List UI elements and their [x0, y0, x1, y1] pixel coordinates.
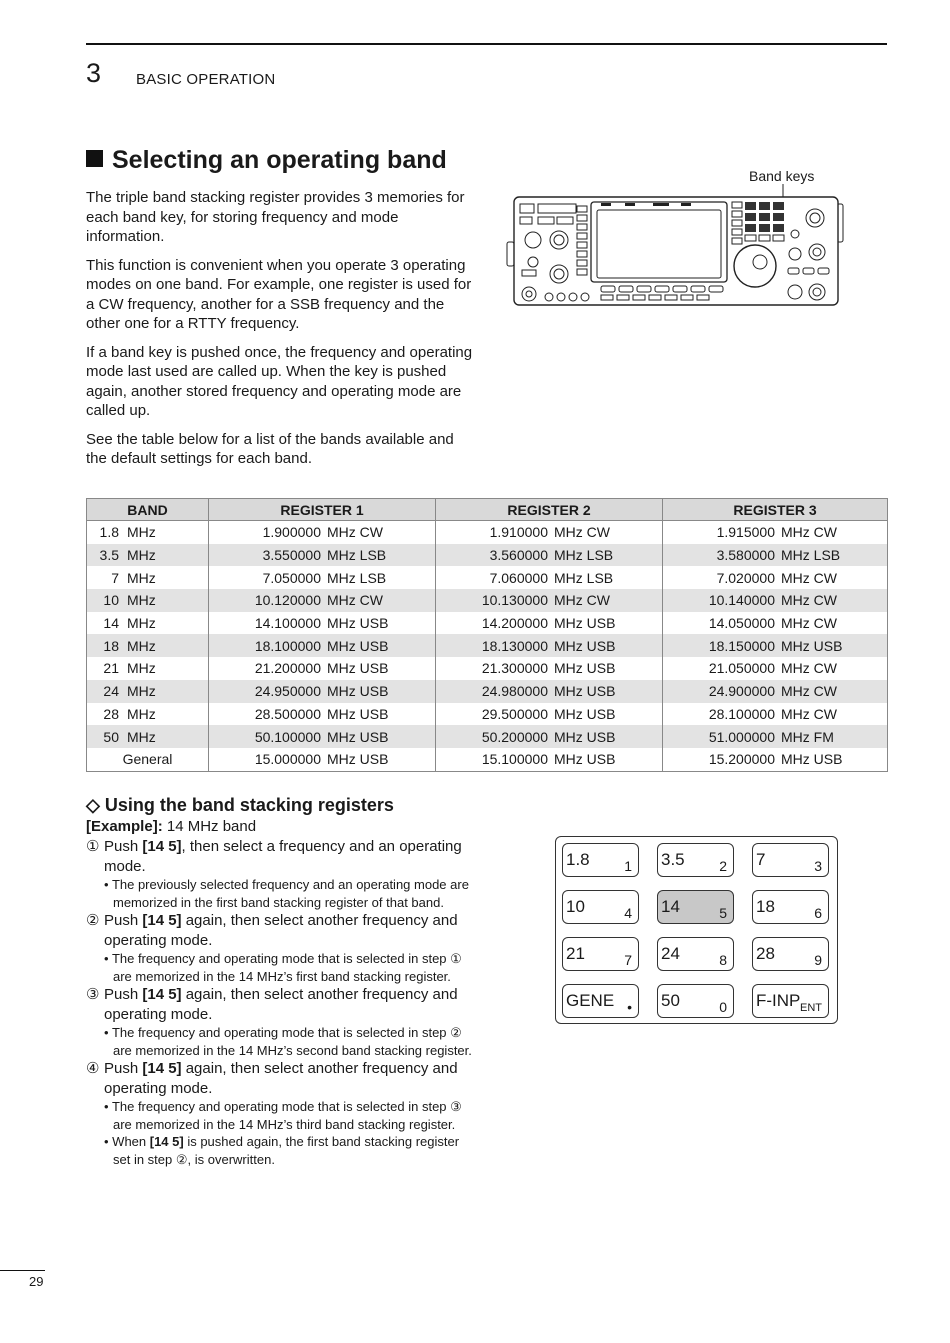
- register-mode: MHz LSB: [327, 547, 387, 564]
- band-key: [562, 984, 639, 1018]
- register-cell: [209, 657, 436, 680]
- band-value: 1.8: [99, 524, 119, 541]
- register-cell: [436, 748, 663, 771]
- register-frequency: 10.130000: [481, 592, 548, 609]
- register-mode: MHz CW: [781, 592, 837, 609]
- square-bullet-icon: [86, 150, 103, 167]
- register-cell: [663, 725, 888, 748]
- band-cell: [87, 703, 209, 726]
- example-text: 14 MHz band: [166, 818, 257, 835]
- band-key-sublabel: 9: [814, 952, 822, 968]
- table-row: [87, 657, 888, 680]
- register-cell: [209, 521, 436, 544]
- band-key-label: 21: [566, 944, 585, 963]
- register-mode: MHz CW: [781, 615, 837, 632]
- band-cell: [87, 725, 209, 748]
- register-mode: MHz USB: [554, 637, 616, 654]
- register-cell: [209, 612, 436, 635]
- band-value: 10: [103, 592, 119, 609]
- register-frequency: 18.100000: [254, 637, 321, 654]
- step-number: ④: [86, 1060, 100, 1077]
- band-keys-label: Band keys: [749, 168, 815, 184]
- register-frequency: 1.910000: [489, 524, 548, 541]
- band-cell: [87, 634, 209, 657]
- note-text: The frequency and operating mode that is selected in step ③ are memorized in the 14 MHz’s third band stacking register.: [111, 1099, 462, 1132]
- header-rule: [86, 43, 887, 45]
- register-cell: [663, 544, 888, 567]
- table-header-row: [87, 499, 888, 521]
- register-mode: MHz USB: [327, 615, 389, 632]
- band-value: 18: [103, 637, 119, 654]
- register-cell: [663, 748, 888, 771]
- band-key-label: 18: [756, 897, 775, 916]
- band-key-sublabel: 5: [719, 905, 727, 921]
- table-row: [87, 725, 888, 748]
- column-header: REGISTER 2: [436, 499, 663, 521]
- register-cell: [436, 521, 663, 544]
- band-value: 50: [103, 728, 119, 745]
- subsection-title: [86, 795, 394, 816]
- intro-text: [86, 188, 476, 478]
- register-cell: [436, 634, 663, 657]
- band-unit: MHz: [127, 660, 156, 677]
- table-row: [87, 521, 888, 544]
- band-key-label: 10: [566, 897, 585, 916]
- register-frequency: 14.100000: [254, 615, 321, 632]
- band-key: [657, 843, 734, 877]
- step-text-post: again, then select another frequency and operating mode.: [104, 986, 458, 1023]
- step-text-post: , then select a frequency and an operating mode.: [104, 838, 462, 875]
- procedure-step: [86, 985, 476, 1024]
- procedure-step: [86, 911, 476, 950]
- register-frequency: 14.050000: [708, 615, 775, 632]
- register-cell: [436, 566, 663, 589]
- register-frequency: 50.100000: [254, 728, 321, 745]
- register-frequency: 21.200000: [254, 660, 321, 677]
- column-header: REGISTER 1: [209, 499, 436, 521]
- step-number: ②: [86, 912, 100, 929]
- band-cell: [87, 612, 209, 635]
- register-mode: MHz CW: [781, 705, 837, 722]
- register-mode: MHz LSB: [554, 569, 614, 586]
- band-key-label: 3.5: [661, 850, 685, 869]
- register-cell: [209, 725, 436, 748]
- register-cell: [209, 680, 436, 703]
- table-row: [87, 703, 888, 726]
- column-header: REGISTER 3: [663, 499, 888, 521]
- register-frequency: 1.915000: [716, 524, 775, 541]
- section-title: [86, 146, 447, 175]
- band-key-label: 14: [661, 897, 680, 916]
- step-number: ③: [86, 986, 100, 1003]
- intro-paragraph: See the table below for a list of the bands available and the default settings for each band.: [86, 430, 454, 467]
- band-unit: MHz: [127, 592, 156, 609]
- register-mode: MHz USB: [327, 751, 389, 768]
- example-label: [Example]:: [86, 818, 163, 835]
- procedure: [86, 817, 476, 1168]
- band-key: [752, 984, 829, 1018]
- band-value: General: [122, 751, 173, 768]
- band-unit: MHz: [127, 569, 156, 586]
- register-mode: MHz LSB: [327, 569, 387, 586]
- register-cell: [663, 657, 888, 680]
- band-key-sublabel: ENT: [800, 1002, 822, 1014]
- key-reference: [14 5]: [142, 1060, 182, 1077]
- step-text-pre: Push: [104, 838, 143, 855]
- register-frequency: 15.100000: [481, 751, 548, 768]
- register-cell: [663, 521, 888, 544]
- step-note: • The frequency and operating mode that is selected in step ③ are memorized in the 14 MHz’s third band stacking register.: [104, 1099, 462, 1132]
- step-text-pre: Push: [104, 912, 143, 929]
- note-text: The previously selected frequency and an operating mode are memorized in the first band stacking register of that band.: [111, 877, 469, 910]
- register-frequency: 24.900000: [708, 683, 775, 700]
- register-frequency: 7.020000: [716, 569, 775, 586]
- register-frequency: 21.050000: [708, 660, 775, 677]
- register-cell: [436, 703, 663, 726]
- procedure-step: [86, 1059, 476, 1098]
- intro-paragraph: The triple band stacking register provides 3 memories for each band key, for storing frequency and mode information.: [86, 189, 465, 245]
- band-key: [562, 937, 639, 971]
- band-cell: [87, 657, 209, 680]
- step-text-pre: Push: [104, 1060, 143, 1077]
- register-cell: [209, 748, 436, 771]
- band-unit: MHz: [127, 547, 156, 564]
- band-key: [562, 890, 639, 924]
- band-key-sublabel: 4: [624, 905, 632, 921]
- register-cell: [663, 566, 888, 589]
- register-frequency: 28.500000: [254, 705, 321, 722]
- band-key-sublabel: 8: [719, 952, 727, 968]
- step-text-pre: Push: [104, 986, 143, 1003]
- register-mode: MHz CW: [327, 592, 383, 609]
- register-mode: MHz USB: [554, 705, 616, 722]
- register-cell: [663, 634, 888, 657]
- footer-rule: [0, 1270, 45, 1271]
- register-frequency: 15.200000: [708, 751, 775, 768]
- register-mode: MHz USB: [327, 705, 389, 722]
- band-key-label: 24: [661, 944, 680, 963]
- band-cell: [87, 589, 209, 612]
- register-cell: [436, 657, 663, 680]
- register-frequency: 10.140000: [708, 592, 775, 609]
- table-row: [87, 544, 888, 567]
- key-reference: [14 5]: [142, 838, 182, 855]
- register-mode: MHz CW: [781, 569, 837, 586]
- register-frequency: 10.120000: [254, 592, 321, 609]
- band-key: [752, 937, 829, 971]
- register-mode: MHz USB: [327, 728, 389, 745]
- step-note: • The frequency and operating mode that is selected in step ① are memorized in the 14 MHz’s first band stacking register.: [104, 951, 462, 984]
- note-text: The frequency and operating mode that is selected in step ② are memorized in the 14 MHz’s second band stacking register.: [111, 1025, 472, 1058]
- register-cell: [209, 634, 436, 657]
- register-mode: MHz CW: [781, 524, 837, 541]
- register-mode: MHz LSB: [554, 547, 614, 564]
- band-key-label: F-INP: [756, 991, 801, 1010]
- register-mode: MHz USB: [781, 637, 843, 654]
- register-cell: [436, 680, 663, 703]
- band-table: [86, 498, 888, 772]
- band-key: [657, 937, 734, 971]
- step-note: • When [14 5] is pushed again, the first band stacking register set in step ②, is overwritten.: [104, 1134, 460, 1167]
- register-mode: MHz CW: [781, 683, 837, 700]
- register-cell: [209, 566, 436, 589]
- register-frequency: 3.580000: [716, 547, 775, 564]
- note-text: The frequency and operating mode that is selected in step ① are memorized in the 14 MHz’s first band stacking register.: [111, 951, 462, 984]
- band-key-label: 50: [661, 991, 680, 1010]
- register-frequency: 51.000000: [708, 728, 775, 745]
- register-frequency: 28.100000: [708, 705, 775, 722]
- band-key-label: 1.8: [566, 850, 590, 869]
- band-unit: MHz: [127, 524, 156, 541]
- note-text-tail: is pushed again, the first band stacking register set in step ②, is overwritten.: [113, 1134, 460, 1167]
- register-cell: [436, 612, 663, 635]
- register-frequency: 24.950000: [254, 683, 321, 700]
- register-mode: MHz USB: [554, 660, 616, 677]
- band-unit: MHz: [127, 637, 156, 654]
- register-frequency: 18.150000: [708, 637, 775, 654]
- band-key: [752, 890, 829, 924]
- register-frequency: 29.500000: [481, 705, 548, 722]
- register-cell: [663, 612, 888, 635]
- band-key-label: 7: [756, 850, 766, 869]
- note-text: When: [112, 1134, 150, 1149]
- band-cell: [87, 521, 209, 544]
- subsection-title-text: Using the band stacking registers: [104, 795, 394, 815]
- key-reference: [14 5]: [142, 912, 182, 929]
- key-reference: [14 5]: [142, 986, 182, 1003]
- intro-paragraph: If a band key is pushed once, the frequency and operating mode last used are called up. When the key is pushed again, another stored frequency and operating mode are called up.: [86, 343, 473, 419]
- register-frequency: 15.000000: [254, 751, 321, 768]
- table-row: [87, 680, 888, 703]
- band-key: [657, 984, 734, 1018]
- register-mode: MHz USB: [554, 751, 616, 768]
- transceiver-front-panel-illustration: [505, 182, 845, 312]
- register-frequency: 1.900000: [262, 524, 321, 541]
- band-key-sublabel: 2: [719, 858, 727, 874]
- register-cell: [436, 725, 663, 748]
- register-mode: MHz USB: [327, 660, 389, 677]
- table-row: [87, 634, 888, 657]
- chapter-title: BASIC OPERATION: [136, 71, 276, 88]
- register-cell: [663, 680, 888, 703]
- band-value: 7: [111, 569, 119, 586]
- register-frequency: 14.200000: [481, 615, 548, 632]
- column-header: BAND: [87, 499, 209, 521]
- register-frequency: 3.550000: [262, 547, 321, 564]
- step-text-post: again, then select another frequency and operating mode.: [104, 912, 458, 949]
- key-reference: [14 5]: [149, 1134, 184, 1149]
- band-key-sublabel: 7: [624, 952, 632, 968]
- step-note: • The previously selected frequency and an operating mode are memorized in the first band stacking register of that band.: [104, 877, 469, 910]
- chapter-number: 3: [86, 58, 102, 88]
- band-cell: [87, 566, 209, 589]
- register-frequency: 7.050000: [262, 569, 321, 586]
- register-cell: [436, 589, 663, 612]
- register-mode: MHz LSB: [781, 547, 841, 564]
- band-cell: [87, 680, 209, 703]
- band-key-label: GENE: [566, 991, 615, 1010]
- register-frequency: 50.200000: [481, 728, 548, 745]
- table-row: [87, 748, 888, 771]
- register-frequency: 21.300000: [481, 660, 548, 677]
- register-cell: [209, 703, 436, 726]
- table-row: [87, 612, 888, 635]
- register-frequency: 7.060000: [489, 569, 548, 586]
- register-mode: MHz USB: [327, 637, 389, 654]
- band-cell: [87, 748, 209, 771]
- step-number: ①: [86, 838, 100, 855]
- band-key-label: 28: [756, 944, 775, 963]
- step-note: • The frequency and operating mode that is selected in step ② are memorized in the 14 MHz’s second band stacking register.: [104, 1025, 472, 1058]
- band-key-sublabel: 1: [624, 858, 632, 874]
- diamond-outline-icon: ◇: [86, 795, 100, 815]
- example-line: [86, 817, 476, 837]
- register-cell: [209, 544, 436, 567]
- band-unit: MHz: [127, 683, 156, 700]
- register-cell: [436, 544, 663, 567]
- band-cell: [87, 544, 209, 567]
- band-key: [752, 843, 829, 877]
- band-key: [657, 890, 734, 924]
- register-cell: [663, 703, 888, 726]
- register-cell: [663, 589, 888, 612]
- band-key-sublabel: 3: [814, 858, 822, 874]
- table-row: [87, 589, 888, 612]
- band-key-sublabel: 0: [719, 999, 727, 1015]
- band-value: 21: [103, 660, 119, 677]
- register-mode: MHz CW: [781, 660, 837, 677]
- register-cell: [209, 589, 436, 612]
- section-title-text: Selecting an operating band: [112, 146, 447, 174]
- band-key: [562, 843, 639, 877]
- band-key-sublabel: 6: [814, 905, 822, 921]
- intro-paragraph: This function is convenient when you operate 3 operating modes on one band. For example, one register is used for a CW frequency, another for a SSB frequency and the other one for a RTTY frequency.: [86, 256, 472, 332]
- band-value: 3.5: [99, 547, 119, 564]
- band-key-sublabel: •: [627, 999, 632, 1015]
- band-value: 28: [103, 705, 119, 722]
- register-mode: MHz FM: [781, 728, 834, 745]
- band-unit: MHz: [127, 705, 156, 722]
- register-frequency: 3.560000: [489, 547, 548, 564]
- register-frequency: 18.130000: [481, 637, 548, 654]
- register-frequency: 24.980000: [481, 683, 548, 700]
- band-unit: MHz: [127, 728, 156, 745]
- procedure-step: [86, 837, 476, 876]
- band-unit: MHz: [127, 615, 156, 632]
- register-mode: MHz USB: [327, 683, 389, 700]
- band-value: 14: [103, 615, 119, 632]
- register-mode: MHz CW: [327, 524, 383, 541]
- register-mode: MHz USB: [554, 615, 616, 632]
- register-mode: MHz CW: [554, 592, 610, 609]
- register-mode: MHz USB: [554, 728, 616, 745]
- band-value: 24: [103, 683, 119, 700]
- register-mode: MHz USB: [554, 683, 616, 700]
- step-text-post: again, then select another frequency and operating mode.: [104, 1060, 458, 1097]
- band-keypad-illustration: [555, 836, 838, 1024]
- page-number: 29: [29, 1274, 44, 1289]
- register-mode: MHz USB: [781, 751, 843, 768]
- register-mode: MHz CW: [554, 524, 610, 541]
- table-row: [87, 566, 888, 589]
